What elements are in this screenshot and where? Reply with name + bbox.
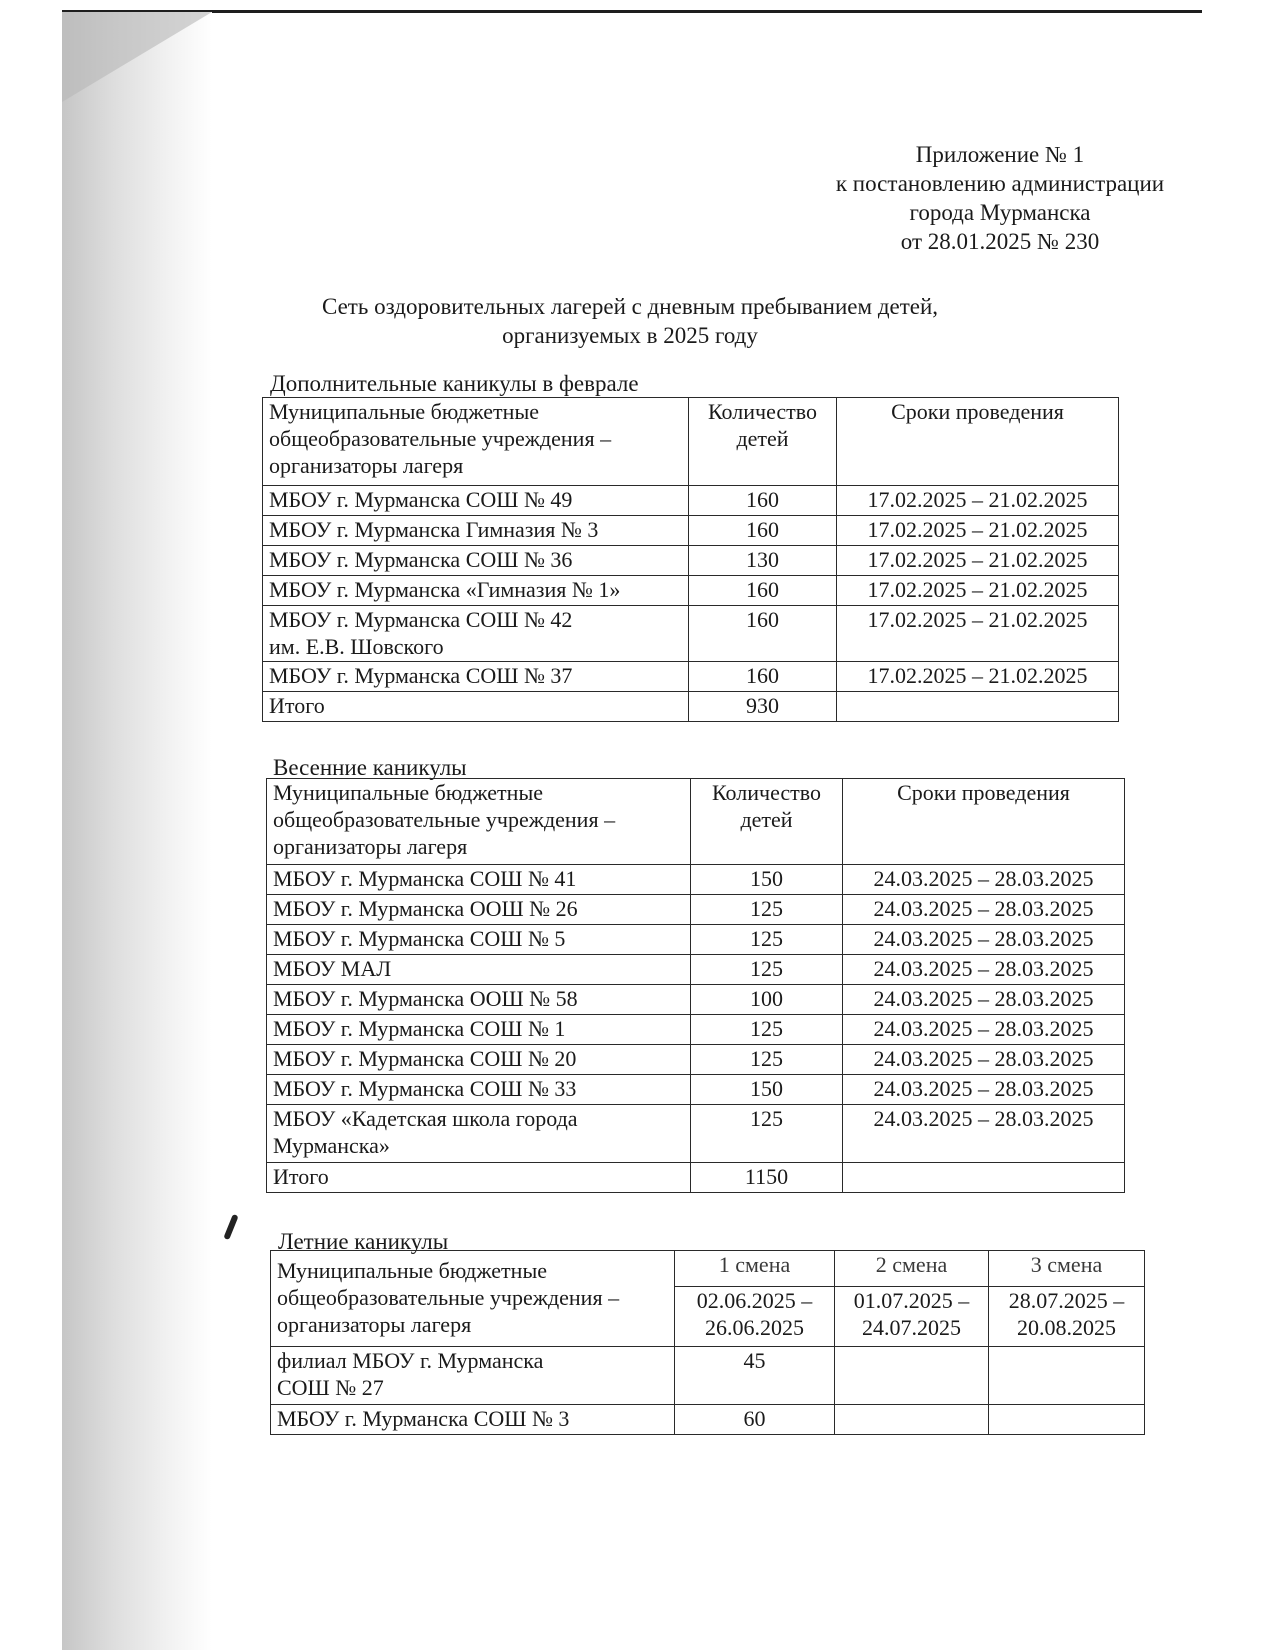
row-count: 125 (691, 1105, 843, 1163)
row-org: МБОУ г. Мурманска СОШ № 20 (267, 1045, 691, 1075)
row-dates: 24.03.2025 – 28.03.2025 (843, 1075, 1125, 1105)
scan-edge-top (62, 10, 1202, 13)
row-count: 160 (689, 662, 837, 692)
row-org: МБОУ г. Мурманска ООШ № 26 (267, 895, 691, 925)
row-count: 100 (691, 985, 843, 1015)
table-row (267, 955, 1125, 985)
row-count: 125 (691, 895, 843, 925)
row-org-line-1: филиал МБОУ г. Мурманска (277, 1348, 544, 1373)
row-count: 160 (689, 516, 837, 546)
total-count: 1150 (691, 1163, 843, 1193)
row-dates: 24.03.2025 – 28.03.2025 (843, 895, 1125, 925)
row-dates: 17.02.2025 – 21.02.2025 (837, 516, 1119, 546)
table-february (262, 397, 1119, 722)
scan-shadow-corner (62, 12, 212, 102)
header-line-appendix: Приложение № 1 (915, 142, 1085, 167)
table-row (267, 985, 1125, 1015)
row-org: МБОУ г. Мурманска Гимназия № 3 (263, 516, 689, 546)
table-total-row (263, 692, 1119, 722)
row-count: 160 (689, 576, 837, 606)
row-org: МБОУ МАЛ (267, 955, 691, 985)
row-org-line-1: МБОУ г. Мурманска СОШ № 42 (269, 607, 573, 632)
header-line-resolution: к постановлению администрации (835, 171, 1165, 196)
row-org: МБОУ г. Мурманска СОШ № 1 (267, 1015, 691, 1045)
title-line-2: организуемых в 2025 году (502, 323, 758, 348)
header-dates: Сроки проведения (843, 779, 1125, 865)
row-shift-1: 45 (675, 1347, 835, 1405)
table-spring (266, 778, 1125, 1193)
header-shift-3-dates: 28.07.2025 – 20.08.2025 (989, 1287, 1145, 1347)
row-dates: 24.03.2025 – 28.03.2025 (843, 955, 1125, 985)
row-org: МБОУ г. Мурманска СОШ № 5 (267, 925, 691, 955)
row-dates: 24.03.2025 – 28.03.2025 (843, 925, 1125, 955)
row-dates: 24.03.2025 – 28.03.2025 (843, 1105, 1125, 1163)
row-shift-3 (989, 1405, 1145, 1435)
table-row (267, 1045, 1125, 1075)
header-line-city: города Мурманска (909, 200, 1091, 225)
title-line-1: Сеть оздоровительных лагерей с дневным пребыванием детей, (321, 294, 939, 319)
table-row (271, 1405, 1145, 1435)
section-label-summer: Летние каникулы (278, 1229, 449, 1254)
table-row (271, 1347, 1145, 1405)
row-org: МБОУ г. Мурманска ООШ № 58 (267, 985, 691, 1015)
document-title (310, 292, 950, 350)
section-label-february: Дополнительные каникулы в феврале (270, 371, 639, 396)
row-org: МБОУ г. Мурманска «Гимназия № 1» (263, 576, 689, 606)
table-row (267, 925, 1125, 955)
scan-shadow-left (62, 12, 212, 1650)
row-dates: 24.03.2025 – 28.03.2025 (843, 985, 1125, 1015)
table-row (267, 1105, 1125, 1163)
row-org: МБОУ г. Мурманска СОШ № 41 (267, 865, 691, 895)
table-total-row (267, 1163, 1125, 1193)
row-dates: 24.03.2025 – 28.03.2025 (843, 1015, 1125, 1045)
row-dates: 17.02.2025 – 21.02.2025 (837, 662, 1119, 692)
total-label: Итого (263, 692, 689, 722)
row-org: МБОУ г. Мурманска СОШ № 37 (263, 662, 689, 692)
header-org: Муниципальные бюджетные общеобразовательные учреждения – организаторы лагеря (263, 398, 689, 486)
row-org: МБОУ «Кадетская школа города Мурманска» (267, 1105, 691, 1163)
row-count: 125 (691, 1015, 843, 1045)
header-shift-2-dates: 01.07.2025 – 24.07.2025 (835, 1287, 989, 1347)
row-shift-2 (835, 1347, 989, 1405)
table-row (267, 1075, 1125, 1105)
total-label: Итого (267, 1163, 691, 1193)
row-shift-3 (989, 1347, 1145, 1405)
header-shift-1: 1 смена (675, 1251, 835, 1287)
row-count: 130 (689, 546, 837, 576)
header-shift-1-dates: 02.06.2025 – 26.06.2025 (675, 1287, 835, 1347)
section-label-spring: Весенние каникулы (273, 755, 467, 780)
row-count: 125 (691, 955, 843, 985)
table-row (267, 895, 1125, 925)
row-dates: 17.02.2025 – 21.02.2025 (837, 486, 1119, 516)
row-org-line-2: СОШ № 27 (277, 1375, 384, 1400)
table-header-row (263, 398, 1119, 486)
table-row (267, 865, 1125, 895)
row-dates: 17.02.2025 – 21.02.2025 (837, 576, 1119, 606)
table-header-row (271, 1251, 1145, 1287)
total-dates-empty (843, 1163, 1125, 1193)
row-org: МБОУ г. Мурманска СОШ № 36 (263, 546, 689, 576)
row-org-line-2: им. Е.В. Шовского (269, 634, 444, 659)
header-line-date-number: от 28.01.2025 № 230 (900, 229, 1100, 254)
table-row (263, 486, 1119, 516)
row-count: 150 (691, 1075, 843, 1105)
header-count: Количество детей (689, 398, 837, 486)
header-org: Муниципальные бюджетные общеобразовательные учреждения – организаторы лагеря (267, 779, 691, 865)
table-summer (270, 1250, 1145, 1435)
row-count: 125 (691, 1045, 843, 1075)
row-org (263, 606, 689, 662)
table-header-row (267, 779, 1125, 865)
header-count: Количество детей (691, 779, 843, 865)
row-count: 160 (689, 606, 837, 662)
row-dates: 17.02.2025 – 21.02.2025 (837, 546, 1119, 576)
row-org: МБОУ г. Мурманска СОШ № 33 (267, 1075, 691, 1105)
row-org: МБОУ г. Мурманска СОШ № 49 (263, 486, 689, 516)
table-row (263, 546, 1119, 576)
total-dates-empty (837, 692, 1119, 722)
table-row (263, 576, 1119, 606)
row-dates: 24.03.2025 – 28.03.2025 (843, 1045, 1125, 1075)
table-row (263, 606, 1119, 662)
ink-mark (223, 1214, 238, 1240)
header-org: Муниципальные бюджетные общеобразовательные учреждения – организаторы лагеря (271, 1251, 675, 1347)
header-dates: Сроки проведения (837, 398, 1119, 486)
row-count: 160 (689, 486, 837, 516)
row-org (271, 1347, 675, 1405)
row-dates: 24.03.2025 – 28.03.2025 (843, 865, 1125, 895)
approval-header (800, 140, 1200, 256)
total-count: 930 (689, 692, 837, 722)
row-dates: 17.02.2025 – 21.02.2025 (837, 606, 1119, 662)
row-shift-2 (835, 1405, 989, 1435)
row-count: 125 (691, 925, 843, 955)
table-row (263, 516, 1119, 546)
row-count: 150 (691, 865, 843, 895)
header-shift-3: 3 смена (989, 1251, 1145, 1287)
table-row (263, 662, 1119, 692)
table-row (267, 1015, 1125, 1045)
header-shift-2: 2 смена (835, 1251, 989, 1287)
row-shift-1: 60 (675, 1405, 835, 1435)
row-org: МБОУ г. Мурманска СОШ № 3 (271, 1405, 675, 1435)
